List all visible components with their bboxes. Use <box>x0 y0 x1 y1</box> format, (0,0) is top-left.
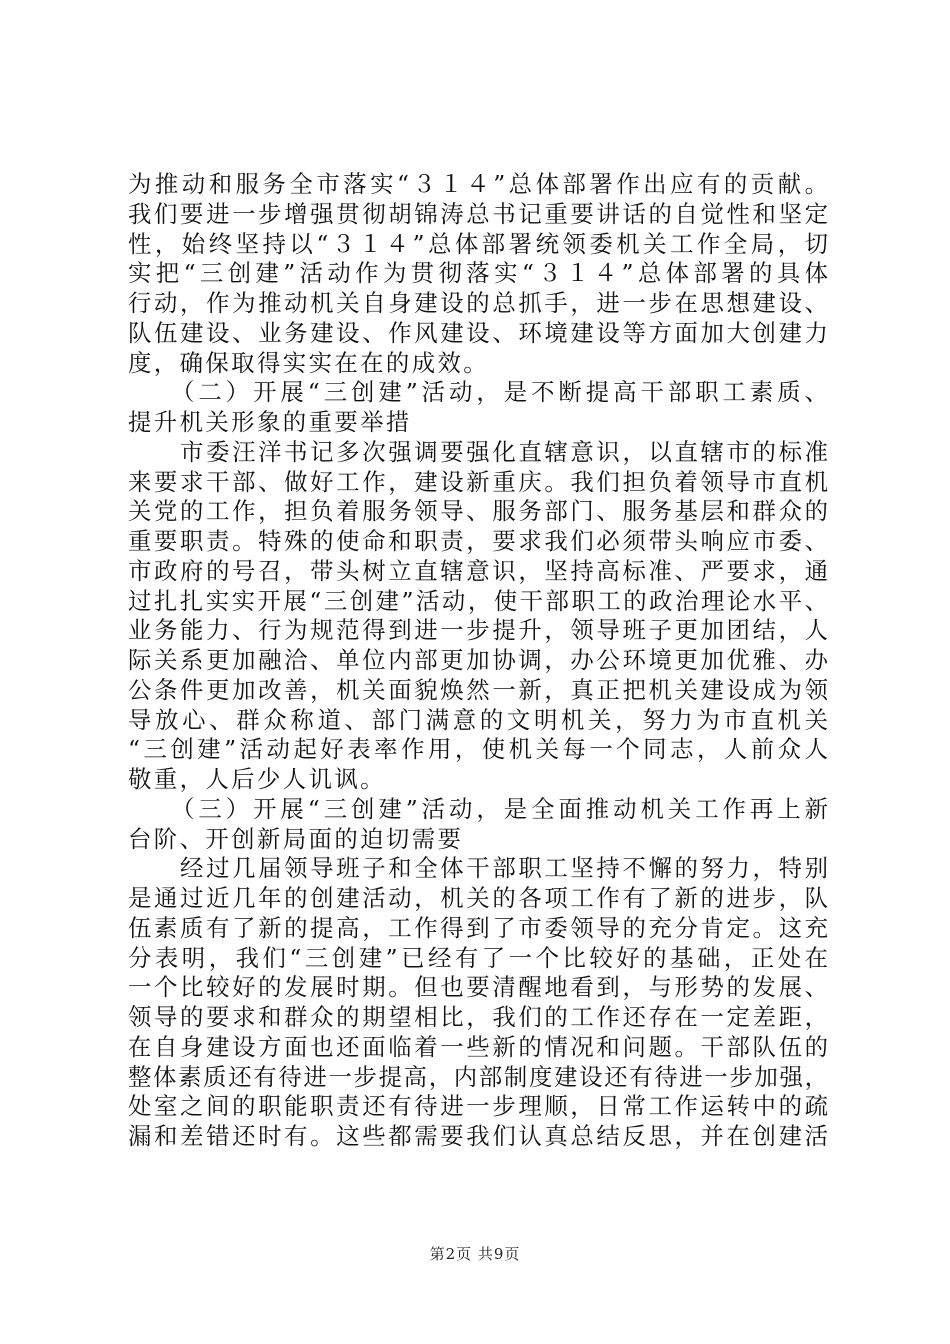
text-line: 在自身建设方面也还面临着一些新的情况和问题。干部队伍的 <box>128 1032 828 1061</box>
text-line: 际关系更加融洽、单位内部更加协调，办公环境更加优雅、办 <box>128 646 828 674</box>
text-line: 是通过近几年的创建活动，机关的各项工作有了新的进步，队 <box>128 884 828 912</box>
text-line: 业务能力、行为规范得到进一步提升，领导班子更加团结，人 <box>128 616 828 645</box>
text-line: 领导的要求和群众的期望相比，我们的工作还存在一定差距， <box>128 1003 828 1031</box>
document-body <box>128 170 828 1152</box>
text-line: 市政府的号召，带头树立直辖意识，坚持高标准、严要求，通 <box>128 556 828 585</box>
text-line: 重要职责。特殊的使命和职责，要求我们必须带头响应市委、 <box>128 527 828 555</box>
page-number: 第2页 共9页 <box>429 1245 521 1263</box>
text-line: （二）开展“三创建”活动，是不断提高干部职工素质、 <box>128 378 828 407</box>
text-line: 伍素质有了新的提高，工作得到了市委领导的充分肯定。这充 <box>128 913 828 942</box>
text-line: 漏和差错还时有。这些都需要我们认真总结反思，并在创建活 <box>128 1122 828 1150</box>
text-line: 台阶、开创新局面的迫切需要 <box>128 824 464 853</box>
text-line: 队伍建设、业务建设、作风建设、环境建设等方面加大创建力 <box>128 318 828 347</box>
text-line: 整体素质还有待进一步提高，内部制度建设还有待进一步加强， <box>128 1062 828 1091</box>
text-line: 一个比较好的发展时期。但也要清醒地看到，与形势的发展、 <box>128 973 828 1002</box>
text-line: 公条件更加改善，机关面貌焕然一新，真正把机关建设成为领 <box>128 675 828 704</box>
text-line: 性，始终坚持以“３１４”总体部署统领委机关工作全局，切 <box>128 229 828 258</box>
page-footer <box>0 1243 950 1264</box>
text-line: 导放心、群众称道、部门满意的文明机关，努力为市直机关 <box>128 705 828 734</box>
text-line: 来要求干部、做好工作，建设新重庆。我们担负着领导市直机 <box>128 467 828 496</box>
text-line: 过扎扎实实开展“三创建”活动，使干部职工的政治理论水平、 <box>128 586 828 615</box>
text-line: 实把“三创建”活动作为贯彻落实“３１４”总体部署的具体 <box>128 259 828 288</box>
text-line: 分表明，我们“三创建”已经有了一个比较好的基础，正处在 <box>128 943 828 972</box>
text-line: 市委汪洋书记多次强调要强化直辖意识，以直辖市的标准 <box>128 437 828 466</box>
text-line: 度，确保取得实实在在的成效。 <box>128 348 490 377</box>
text-line: 为推动和服务全市落实“３１４”总体部署作出应有的贡献。 <box>128 170 828 198</box>
text-line: 经过几届领导班子和全体干部职工坚持不懈的努力，特别 <box>128 854 828 883</box>
text-line: 处室之间的职能职责还有待进一步理顺，日常工作运转中的疏 <box>128 1092 828 1121</box>
text-line: （三）开展“三创建”活动，是全面推动机关工作再上新 <box>128 794 828 823</box>
text-line: 敬重，人后少人讥讽。 <box>128 765 386 793</box>
text-line: 我们要进一步增强贯彻胡锦涛总书记重要讲话的自觉性和坚定 <box>128 199 828 228</box>
text-line: 提升机关形象的重要举措 <box>128 408 412 436</box>
text-line: 关党的工作，担负着服务领导、服务部门、服务基层和群众的 <box>128 497 828 526</box>
text-line: 行动，作为推动机关自身建设的总抓手，进一步在思想建设、 <box>128 289 828 317</box>
text-line: “三创建”活动起好表率作用，使机关每一个同志，人前众人 <box>128 735 828 764</box>
